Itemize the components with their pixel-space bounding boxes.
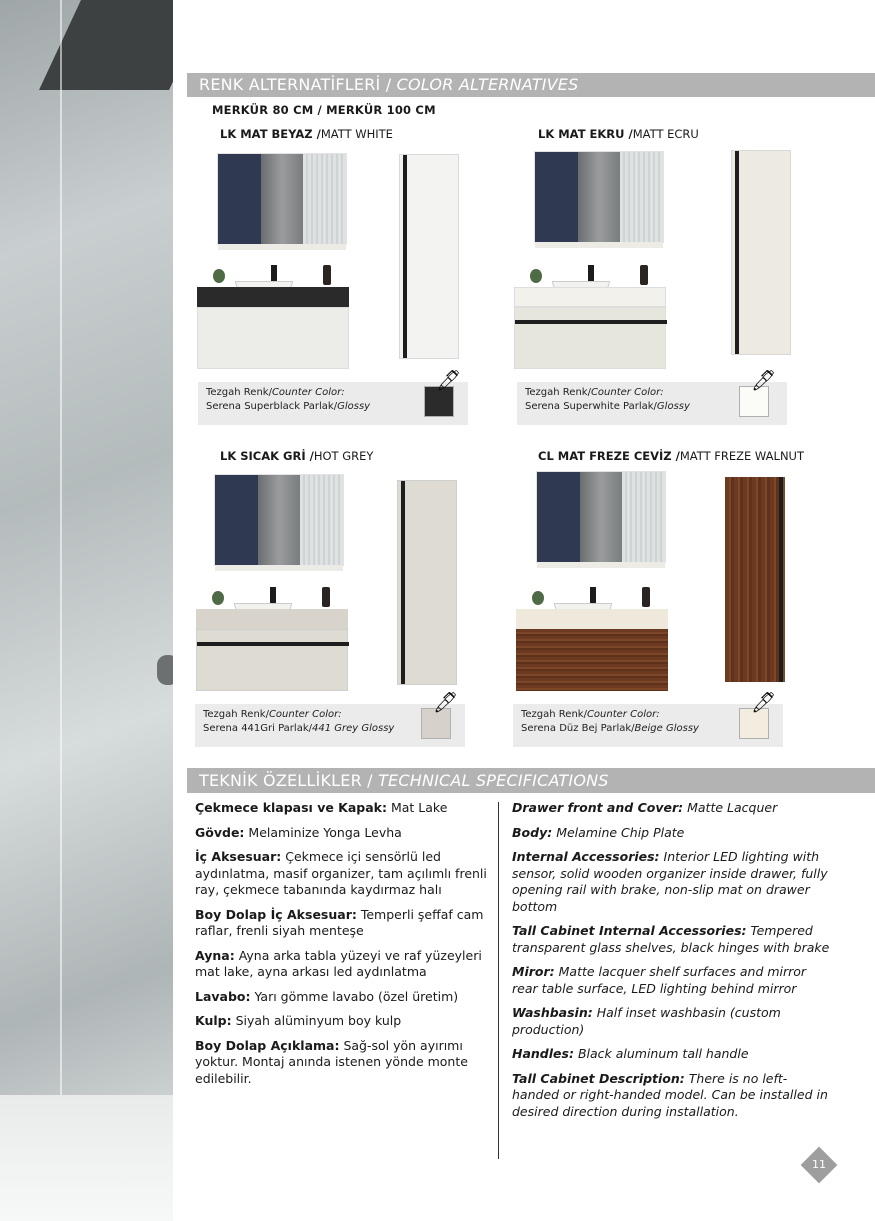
spec-item: Boy Dolap Açıklama: Sağ-sol yön ayırımı yoktur. Montaj anında istenen yönde monte edilebilir. xyxy=(195,1037,468,1086)
dropper-icon: 🖊 xyxy=(751,368,777,392)
counter-color-box xyxy=(513,690,783,747)
variant-title: LK MAT EKRU /MATT ECRU xyxy=(538,127,699,141)
counter-color-box xyxy=(517,368,787,425)
variant-title: LK SICAK GRİ /HOT GREY xyxy=(220,449,374,463)
color-title-tr: RENK ALTERNATİFLERİ / xyxy=(199,75,392,94)
shower-glass-edge xyxy=(60,0,62,1221)
tech-title-en: TECHNICAL SPECIFICATIONS xyxy=(378,771,609,790)
spec-item: Body: Melamine Chip Plate xyxy=(512,824,685,840)
countertop xyxy=(197,287,349,307)
countertop xyxy=(514,287,666,307)
bathroom-tile-photo xyxy=(0,0,173,1221)
counter-color-text: Tezgah Renk/Counter Color: Serena Superblack Parlak/Glossy xyxy=(206,387,371,412)
spec-item: Gövde: Melaminize Yonga Levha xyxy=(195,824,402,840)
tech-title-tr: TEKNİK ÖZELLİKLER / xyxy=(199,771,373,790)
variant-title: CL MAT FREZE CEVİZ /MATT FREZE WALNUT xyxy=(538,449,804,463)
mirror-image xyxy=(217,153,347,245)
counter-color-text: Tezgah Renk/Counter Color: Serena Düz Bej Parlak/Beige Glossy xyxy=(521,709,699,734)
dropper-icon: 🖊 xyxy=(751,690,777,714)
column-divider xyxy=(498,802,499,1159)
color-title-en: COLOR ALTERNATIVES xyxy=(396,75,579,94)
countertop xyxy=(196,609,348,629)
tall-cabinet-image xyxy=(399,154,459,359)
drawer-front xyxy=(197,307,349,369)
counter-color-box xyxy=(198,368,468,425)
spec-item: Washbasin: Half inset washbasin (custom production) xyxy=(512,1005,781,1037)
dropper-icon: 🖊 xyxy=(436,368,462,392)
spec-item: Çekmece klapası ve Kapak: Mat Lake xyxy=(195,800,448,815)
dropper-icon: 🖊 xyxy=(433,690,459,714)
tall-cabinet-image xyxy=(725,477,785,682)
spec-item: Kulp: Siyah alüminyum boy kulp xyxy=(195,1013,402,1028)
mirror-image xyxy=(214,474,344,566)
counter-color-text: Tezgah Renk/Counter Color: Serena Superwhite Parlak/Glossy xyxy=(525,387,690,412)
drawer-front xyxy=(514,307,666,369)
mirror-image xyxy=(536,471,666,563)
counter-color-text: Tezgah Renk/Counter Color: Serena 441Gri Parlak/441 Grey Glossy xyxy=(203,709,395,734)
technical-specifications-header xyxy=(187,768,875,793)
tall-cabinet-image xyxy=(397,480,457,685)
spec-item: Lavabo: Yarı gömme lavabo (özel üretim) xyxy=(195,988,459,1004)
spec-item: Handles: Black aluminum tall handle xyxy=(512,1046,749,1061)
drawer-front xyxy=(196,629,348,691)
faucet-knob xyxy=(157,655,173,685)
drawer-front xyxy=(516,629,668,691)
countertop xyxy=(516,609,668,629)
spec-item: Miror: Matte lacquer shelf surfaces and mirror rear table surface, LED lighting behind mirror xyxy=(512,964,807,996)
spec-item: Boy Dolap İç Aksesuar: Temperli şeffaf cam raflar, frenli siyah menteşe xyxy=(195,906,484,938)
variant-title: LK MAT BEYAZ /MATT WHITE xyxy=(220,127,393,141)
specs-turkish xyxy=(195,800,492,1095)
color-alternatives-header xyxy=(187,73,875,97)
variant-matt-ecru xyxy=(525,127,830,437)
page-number: 11 xyxy=(812,1158,826,1171)
tall-cabinet-image xyxy=(731,150,791,355)
model-names: MERKÜR 80 CM / MERKÜR 100 CM xyxy=(212,103,436,117)
variant-freze-walnut xyxy=(521,449,830,759)
variant-matt-white xyxy=(206,127,512,437)
mirror-image xyxy=(534,151,664,243)
variant-hot-grey xyxy=(203,449,512,759)
spec-item: Ayna: Ayna arka tabla yüzeyi ve raf yüzeyleri mat lake, ayna arkası led aydınlatma xyxy=(195,947,482,979)
page-number-badge xyxy=(801,1147,838,1184)
photo-floor xyxy=(0,1095,173,1221)
specs-english xyxy=(512,800,830,1128)
spec-item: Internal Accessories: Interior LED lighting with sensor, solid wooden organizer inside drawer, fully opening rail with brake, non-slip mat on drawer bottom xyxy=(512,849,828,914)
spec-item: Drawer front and Cover: Matte Lacquer xyxy=(512,800,778,815)
spec-item: Tall Cabinet Description: There is no left-handed or right-handed model. Can be installed in desired direction during installation. xyxy=(512,1070,828,1119)
counter-color-box xyxy=(195,690,465,747)
spec-item: İç Aksesuar: Çekmece içi sensörlü led aydınlatma, masif organizer, tam açılımlı frenli ray, çekmece tabanında kaydırmaz halı xyxy=(195,849,487,897)
spec-item: Tall Cabinet Internal Accessories: Tempered transparent glass shelves, black hinges with brake xyxy=(512,923,830,955)
